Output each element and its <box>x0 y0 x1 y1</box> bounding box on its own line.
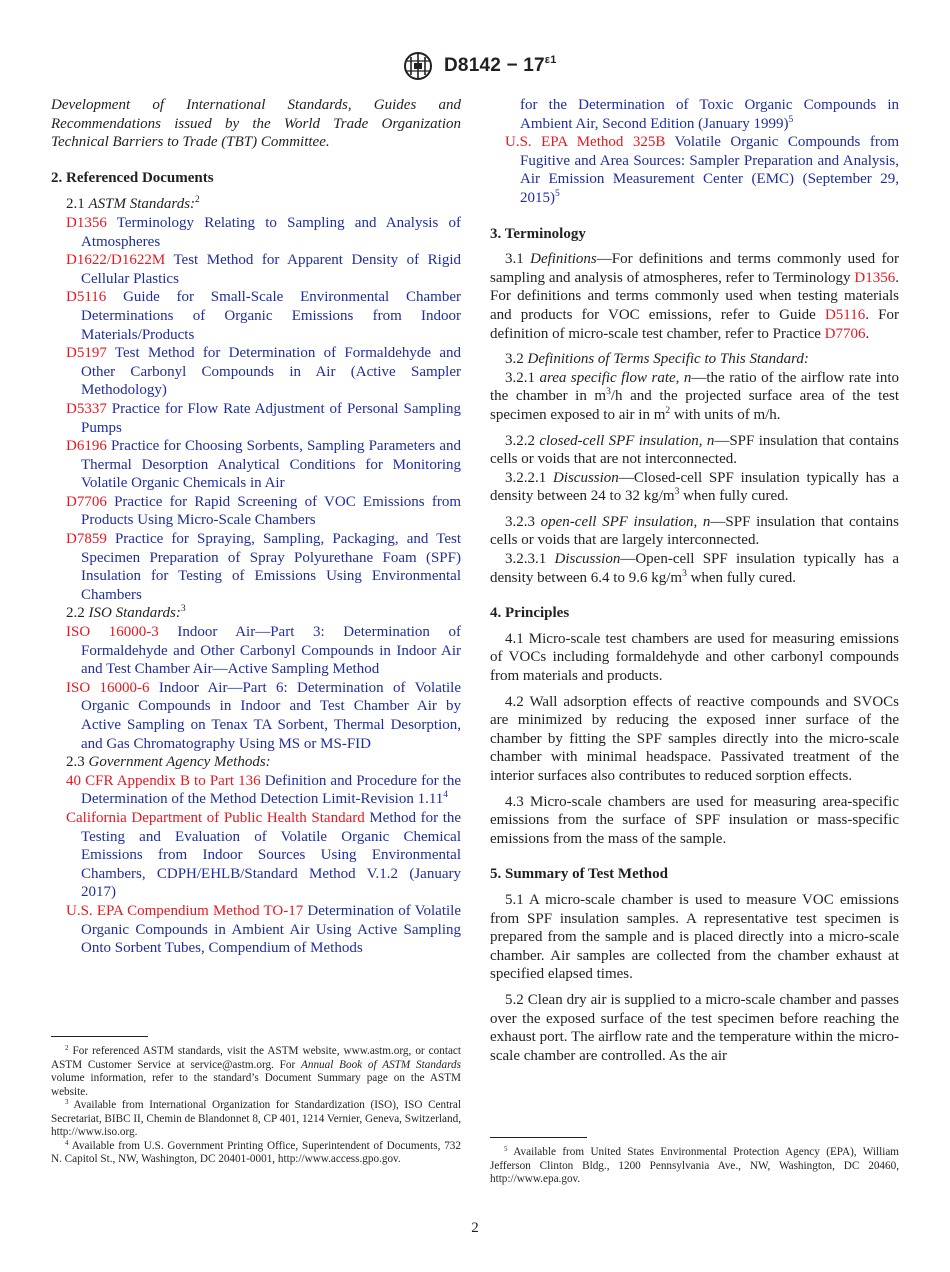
right-footnotes <box>490 1146 899 1187</box>
reference-item[interactable] <box>51 400 461 437</box>
intro-text: Development of International Standards, Guides and Recommendations issued by the World Trade Organization Technical Barriers to Trade (TBT) Committee. <box>51 97 461 151</box>
para-3-2-2: 3.2.2 closed-cell SPF insulation, n—SPF insulation that contains cells or voids that are not interconnected. <box>490 432 899 468</box>
para-4-2: 4.2 Wall adsorption effects of reactive compounds and SVOCs are minimized by reducing the exposed inner surface of the chamber by fitting the SPF samples directly into the micro-scale chamber with minimal headspace. Passivated treatment of the interior surfaces also contributes to reduced sorption effects. <box>490 693 899 784</box>
para-4-1: 4.1 Micro-scale test chambers are used for measuring emissions of VOCs including formaldehyde and other carbonyl compounds from materials and products. <box>490 630 899 685</box>
reference-title[interactable]: Test Method for Determination of Formaldehyde and Other Carbonyl Compounds in Air (Active Sampler Methodology) <box>81 345 461 399</box>
reference-title[interactable]: Test Method for Apparent Density of Rigid Cellular Plastics <box>81 252 461 287</box>
reference-title[interactable]: Practice for Spraying, Sampling, Packaging, and Test Specimen Preparation of Spray Polyurethane Foam (SPF) Insulation for Testing of Emissions Using Environmental Chambers <box>81 531 462 603</box>
para-3-2-1: 3.2.1 area specific flow rate, n—the ratio of the airflow rate into the chamber in $m^3/h$ and the projected surface area of the test specimen exposed to air in $m^2$ with units of m/h. <box>490 369 900 423</box>
reference-item[interactable] <box>51 679 461 753</box>
reference-code[interactable]: ISO 16000-3 <box>66 624 159 641</box>
right-column <box>490 96 899 1065</box>
subsection-2-1: 2.1 ASTM Standards:$^2$ <box>66 195 200 213</box>
footnote-3: $^3$ Available from International Organization for Standardization (ISO), ISO Central Secretariat, BIBC II, Chemin de Blandonnet 8, CP 401, 1214 Vernier, Geneva, Switzerland, http://www.iso.org. <box>51 1098 461 1138</box>
reference-code[interactable]: 40 CFR Appendix B to Part 136 <box>66 772 261 789</box>
reference-title[interactable]: Indoor Air—Part 3: Determination of Formaldehyde and Other Carbonyl Compounds in Indoor Air and Test Chamber Air—Active Sampling Method <box>81 624 462 678</box>
reference-code[interactable]: California Department of Public Health Standard <box>66 809 365 826</box>
reference-epa-325b[interactable]: U.S. EPA Method 325B Volatile Organic Compounds from Fugitive and Area Sources: Sampler Preparation and Analysis, Air Emission Measurement Center (EMC) (September 29, 2015)$^5$ <box>505 134 899 206</box>
para-4-3: 4.3 Micro-scale chambers are used for measuring area-specific emissions from the surface of SPF insulation or mass-specific emissions from the mass of the sample. <box>490 793 899 847</box>
link-d1356[interactable]: D1356 <box>854 269 896 286</box>
subsection-2-2: 2.2 ISO Standards:$^3$ <box>66 604 186 622</box>
reference-item[interactable] <box>51 288 461 344</box>
reference-code[interactable]: D1622/D1622M <box>66 252 166 269</box>
footnote-4: $^4$ Available from U.S. Government Printing Office, Superintendent of Documents, 732 N. Capitol St., NW, Washington, DC 20401-0001, http://www.access.gpo.gov. <box>51 1138 461 1165</box>
para-3-1: 3.1 Definitions—For definitions and terms commonly used for sampling and analysis of atmospheres, refer to Terminology D1356. For definitions and terms commonly used when testing materials and products for VOC emissions, refer to Guide D5116. For definition of micro-scale test chamber, refer to Practice D7706. <box>490 251 899 342</box>
footnote-5: $^5$ Available from United States Environmental Protection Agency (EPA), William Jefferson Clinton Bldg., 1200 Pennsylvania Ave., NW, Washington, DC 20460, http://www.epa.gov. <box>490 1145 899 1185</box>
page-header <box>0 50 950 80</box>
reference-continuation[interactable]: for the Determination of Toxic Organic Compounds in Ambient Air, Second Edition (January 1999)$^5$ <box>520 97 899 132</box>
reference-code[interactable]: D5337 <box>66 400 107 417</box>
reference-item[interactable] <box>51 251 461 288</box>
section-2-heading: 2. Referenced Documents <box>51 169 214 186</box>
standard-designation: $D8142 - 17^{\varepsilon 1}$ <box>444 54 557 76</box>
reference-item[interactable] <box>51 902 461 958</box>
edition-superscript: ε1 <box>544 54 557 66</box>
reference-code[interactable]: D7859 <box>66 531 107 548</box>
left-footnote-rule <box>51 1036 148 1037</box>
link-d7706[interactable]: D7706 <box>824 325 866 342</box>
reference-code[interactable]: D5197 <box>66 345 107 362</box>
reference-item[interactable] <box>51 344 461 400</box>
page-number: 2 <box>471 1220 479 1236</box>
astm-reference-list <box>51 214 461 604</box>
iso-reference-list <box>51 623 461 753</box>
reference-title[interactable]: Guide for Small-Scale Environmental Chamber Determinations of Organic Emissions from Indoor Materials/Products <box>81 289 461 343</box>
section-3-heading: 3. Terminology <box>490 225 586 242</box>
reference-code[interactable]: D7706 <box>66 493 107 510</box>
reference-item[interactable] <box>51 772 461 809</box>
government-reference-list <box>51 772 461 958</box>
para-3-2: 3.2 Definitions of Terms Specific to This Standard: <box>505 351 809 368</box>
reference-title[interactable]: Practice for Flow Rate Adjustment of Personal Sampling Pumps <box>81 400 462 436</box>
subsection-2-3: 2.3 Government Agency Methods: <box>66 754 271 771</box>
reference-item[interactable] <box>51 623 461 679</box>
reference-title[interactable]: Definition and Procedure for the Determination of the Method Detection Limit-Revision 1.11 <box>81 772 461 808</box>
reference-code[interactable]: D6196 <box>66 438 107 455</box>
para-3-2-3-1: 3.2.3.1 Discussion—Open-cell SPF insulation typically has a density between 6.4 to 9.6 $kg/m^3$ when fully cured. <box>490 551 900 586</box>
reference-title[interactable]: Terminology Relating to Sampling and Analysis of Atmospheres <box>81 214 461 250</box>
reference-code[interactable]: D5116 <box>66 289 107 306</box>
para-3-2-2-1: 3.2.2.1 Discussion—Closed-cell SPF insulation typically has a density between 24 to 32 $kg/m^3$ when fully cured. <box>490 469 899 505</box>
footnote-ref: 4 <box>443 790 449 801</box>
reference-code[interactable]: U.S. EPA Compendium Method TO-17 <box>66 902 304 919</box>
para-5-1: 5.1 A micro-scale chamber is used to measure VOC emissions from SPF insulation samples. A representative test specimen is prepared from the sample and is placed directly into a micro-scale chamber. Air samples are collected from the chamber exhaust at specified elapsed times. <box>490 891 899 983</box>
reference-code[interactable]: ISO 16000-6 <box>66 679 150 696</box>
para-5-2: 5.2 Clean dry air is supplied to a micro-scale chamber and passes over the exposed surface of the test specimen before reaching the exhaust port. The airflow rate and the temperature within the micro-scale chamber are controlled. As the air <box>490 991 899 1064</box>
reference-item[interactable] <box>51 809 461 902</box>
reference-title[interactable]: Practice for Rapid Screening of VOC Emissions from Products Using Micro-Scale Chambers <box>81 493 461 529</box>
para-3-2-3: 3.2.3 open-cell SPF insulation, n—SPF insulation that contains cells or voids that are largely interconnected. <box>490 513 899 549</box>
reference-item[interactable] <box>51 493 461 530</box>
link-d5116[interactable]: D5116 <box>824 306 866 323</box>
section-4-heading: 4. Principles <box>490 605 570 622</box>
right-footnote-rule <box>490 1137 587 1138</box>
astm-logo-icon <box>400 51 436 81</box>
reference-title[interactable]: Indoor Air—Part 6: Determination of Volatile Organic Compounds in Indoor and Test Chamber Air by Active Sampling on Tenax TA Sorbent, Thermal Desorption, and Gas Chromatography Using MS or MS-FID <box>81 679 462 752</box>
reference-title[interactable]: Method for the Testing and Evaluation of Volatile Organic Chemical Emissions from Indoor Sources Using Environmental Chambers, CDPH/EHLB/Standard Method V.1.2 (January 2017) <box>81 809 462 901</box>
left-column <box>51 96 461 958</box>
reference-item[interactable] <box>51 530 461 604</box>
left-footnotes <box>51 1045 461 1167</box>
reference-item[interactable] <box>51 437 461 493</box>
reference-item[interactable] <box>51 214 461 251</box>
reference-title[interactable]: Practice for Choosing Sorbents, Sampling Parameters and Thermal Desorption Analytical Conditions for Monitoring Volatile Organic Chemicals in Air <box>81 438 462 492</box>
footnote-2: $^2$ For referenced ASTM standards, visit the ASTM website, www.astm.org, or contact ASTM Customer Service at service@astm.org. For Annual Book of ASTM Standards volume information, refer to the standard’s Document Summary page on the ASTM website. <box>51 1044 461 1098</box>
section-5-heading: 5. Summary of Test Method <box>490 866 668 883</box>
reference-title[interactable]: Determination of Volatile Organic Compounds in Ambient Air Using Active Sampling Onto Sorbent Tubes, Compendium of Methods <box>81 902 461 957</box>
reference-code[interactable]: D1356 <box>66 214 107 231</box>
